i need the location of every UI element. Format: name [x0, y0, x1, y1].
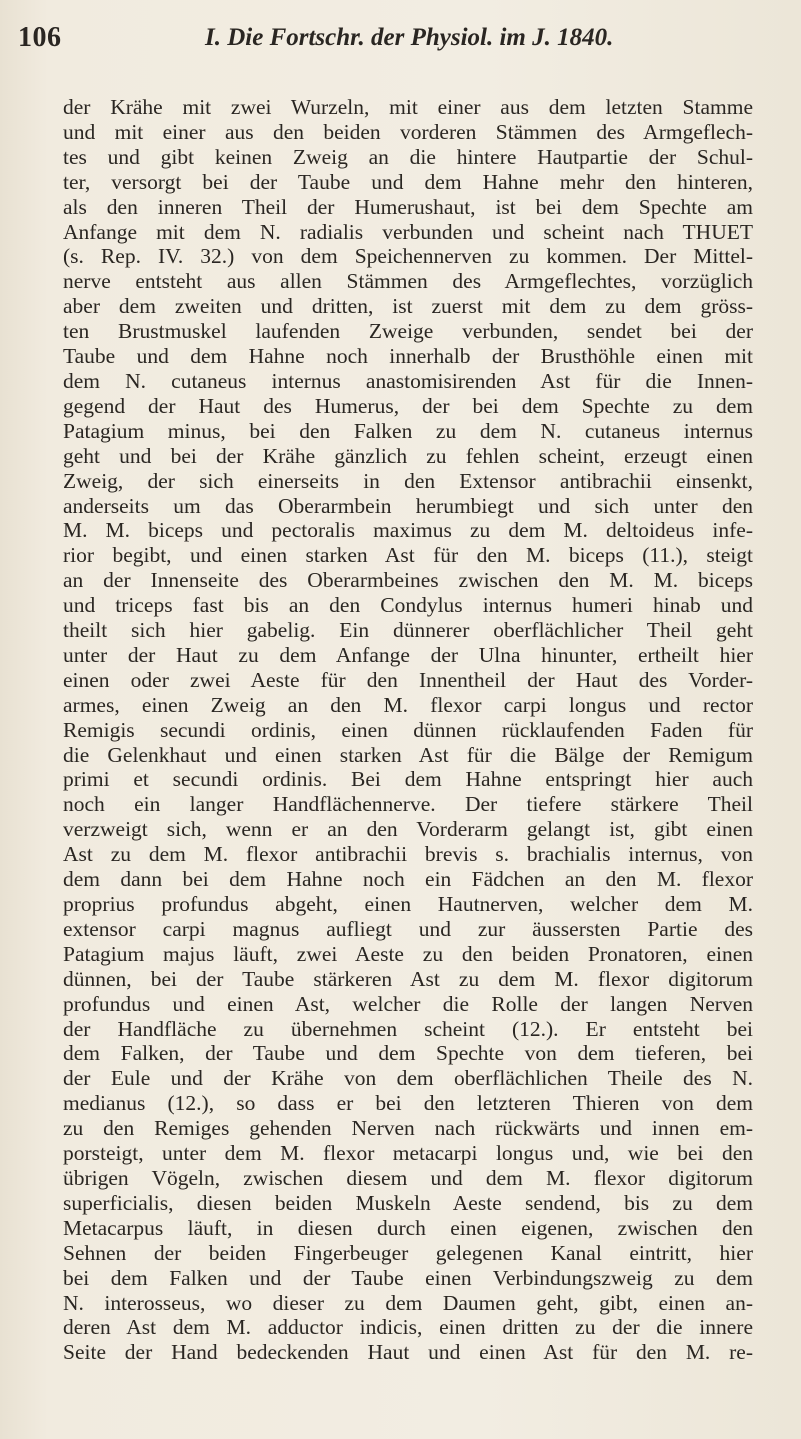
text-line: geht und bei der Krähe gänzlich zu fehlen scheint, erzeugt einen [63, 443, 753, 468]
text-line: profundus und einen Ast, welcher die Rolle der langen Nerven [63, 991, 753, 1016]
text-line: superficialis, diesen beiden Muskeln Aeste sendend, bis zu dem [63, 1190, 753, 1215]
text-line: zu den Remiges gehenden Nerven nach rückwärts und innen em- [63, 1116, 753, 1141]
text-line: Remigis secundi ordinis, einen dünnen rücklaufenden Faden für [63, 717, 753, 742]
text-line: noch ein langer Handflächennerve. Der tiefere stärkere Theil [63, 792, 753, 817]
text-line: N. interosseus, wo dieser zu dem Daumen geht, gibt, einen an- [63, 1290, 753, 1315]
text-line: nerve entsteht aus allen Stämmen des Armgeflechtes, vorzüglich [63, 269, 753, 294]
text-line: übrigen Vögeln, zwischen diesem und dem M. flexor digitorum [63, 1165, 753, 1190]
text-line: ten Brustmuskel laufenden Zweige verbunden, sendet bei der [63, 319, 753, 344]
text-line: Patagium minus, bei den Falken zu dem N. cutaneus internus [63, 418, 753, 443]
text-line: M. M. biceps und pectoralis maximus zu dem M. deltoideus infe- [63, 518, 753, 543]
text-line: einen oder zwei Aeste für den Innentheil der Haut des Vorder- [63, 667, 753, 692]
text-line: Taube und dem Hahne noch innerhalb der Brusthöhle einen mit [63, 344, 753, 369]
text-line: an der Innenseite des Oberarmbeines zwischen den M. M. biceps [63, 568, 753, 593]
text-line: Metacarpus läuft, in diesen durch einen eigenen, zwischen den [63, 1215, 753, 1240]
text-line: rior begibt, und einen starken Ast für den M. biceps (11.), steigt [63, 543, 753, 568]
text-line: Zweig, der sich einerseits in den Extensor antibrachii einsenkt, [63, 468, 753, 493]
text-line: Patagium majus läuft, zwei Aeste zu den beiden Pronatoren, einen [63, 941, 753, 966]
text-line: anderseits um das Oberarmbein herumbiegt und sich unter den [63, 493, 753, 518]
text-line: primi et secundi ordinis. Bei dem Hahne entspringt hier auch [63, 767, 753, 792]
text-line: Anfange mit dem N. radialis verbunden und scheint nach THUET [63, 219, 753, 244]
text-line: der Handfläche zu übernehmen scheint (12.). Er entsteht bei [63, 1016, 753, 1041]
text-line: der Eule und der Krähe von dem oberflächlichen Theile des N. [63, 1066, 753, 1091]
text-line: porsteigt, unter dem M. flexor metacarpi longus und, wie bei den [63, 1141, 753, 1166]
text-line: medianus (12.), so dass er bei den letzteren Thieren von dem [63, 1091, 753, 1116]
text-line: (s. Rep. IV. 32.) von dem Speichennerven zu kommen. Der Mittel- [63, 244, 753, 269]
text-line: verzweigt sich, wenn er an den Vorderarm gelangt ist, gibt einen [63, 817, 753, 842]
text-line: tes und gibt keinen Zweig an die hintere Hautpartie der Schul- [63, 144, 753, 169]
text-line: Ast zu dem M. flexor antibrachii brevis s. brachialis internus, von [63, 842, 753, 867]
text-line: proprius profundus abgeht, einen Hautnerven, welcher dem M. [63, 892, 753, 916]
body-paragraph [63, 95, 753, 1365]
text-line: dem Falken, der Taube und dem Spechte von dem tieferen, bei [63, 1041, 753, 1066]
text-line: ter, versorgt bei der Taube und dem Hahne mehr den hinteren, [63, 169, 753, 194]
text-line: gegend der Haut des Humerus, der bei dem Spechte zu dem [63, 393, 753, 418]
text-line: theilt sich hier gabelig. Ein dünnerer oberflächlicher Theil geht [63, 618, 753, 643]
text-line: dünnen, bei der Taube stärkeren Ast zu dem M. flexor digitorum [63, 966, 753, 991]
page-number: 106 [18, 22, 62, 53]
text-line: und mit einer aus den beiden vorderen Stämmen des Armgeflech- [63, 119, 753, 144]
text-line: deren Ast dem M. adductor indicis, einen dritten zu der die innere [63, 1315, 753, 1340]
text-line: die Gelenkhaut und einen starken Ast für die Bälge der Remigum [63, 742, 753, 767]
text-line: extensor carpi magnus aufliegt und zur äussersten Partie des [63, 916, 753, 941]
text-line: armes, einen Zweig an den M. flexor carpi longus und rector [63, 692, 753, 717]
text-line: und triceps fast bis an den Condylus internus humeri hinab und [63, 593, 753, 618]
text-line: unter der Haut zu dem Anfange der Ulna hinunter, ertheilt hier [63, 642, 753, 667]
text-line: dem dann bei dem Hahne noch ein Fädchen an den M. flexor [63, 867, 753, 892]
running-title: I. Die Fortschr. der Physiol. im J. 1840. [205, 24, 614, 51]
text-line: dem N. cutaneus internus anastomisirenden Ast für die Innen- [63, 368, 753, 393]
text-line: als den inneren Theil der Humerushaut, ist bei dem Spechte am [63, 194, 753, 219]
text-line: Sehnen der beiden Fingerbeuger gelegenen Kanal eintritt, hier [63, 1240, 753, 1265]
text-line: bei dem Falken und der Taube einen Verbindungszweig zu dem [63, 1265, 753, 1290]
text-line: Seite der Hand bedeckenden Haut und einen Ast für den M. re- [63, 1340, 753, 1365]
page-header [18, 22, 738, 62]
text-line: der Krähe mit zwei Wurzeln, mit einer aus dem letzten Stamme [63, 95, 753, 119]
text-line: aber dem zweiten und dritten, ist zuerst mit dem zu dem gröss- [63, 294, 753, 319]
